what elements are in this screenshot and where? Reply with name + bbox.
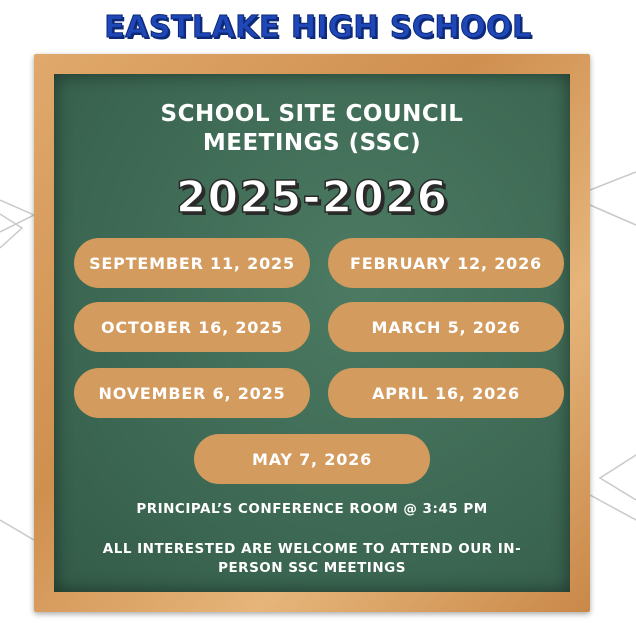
meeting-date-pill: MARCH 5, 2026 bbox=[328, 302, 564, 352]
chalkboard-frame bbox=[34, 54, 590, 612]
meeting-date-pill: MAY 7, 2026 bbox=[194, 434, 430, 484]
meeting-title-line1: SCHOOL SITE COUNCIL bbox=[160, 101, 464, 127]
meeting-date-pill: OCTOBER 16, 2025 bbox=[74, 302, 310, 352]
meeting-date-pill: FEBRUARY 12, 2026 bbox=[328, 238, 564, 288]
chalkboard bbox=[54, 74, 570, 592]
meeting-title bbox=[54, 100, 570, 158]
meeting-date-pill: SEPTEMBER 11, 2025 bbox=[74, 238, 310, 288]
location-note: PRINCIPAL’S CONFERENCE ROOM @ 3:45 PM bbox=[136, 501, 488, 517]
meeting-date-pill: APRIL 16, 2026 bbox=[328, 368, 564, 418]
welcome-note-line1: ALL INTERESTED ARE WELCOME TO ATTEND OUR IN- bbox=[102, 541, 522, 557]
school-title: EASTLAKE HIGH SCHOOL bbox=[104, 10, 532, 45]
welcome-note-line2: PERSON SSC MEETINGS bbox=[218, 560, 406, 576]
meeting-title-line2: MEETINGS (SSC) bbox=[202, 130, 422, 156]
meeting-date-pill: NOVEMBER 6, 2025 bbox=[74, 368, 310, 418]
welcome-note bbox=[54, 540, 570, 578]
school-year: 2025-2026 bbox=[175, 172, 449, 223]
